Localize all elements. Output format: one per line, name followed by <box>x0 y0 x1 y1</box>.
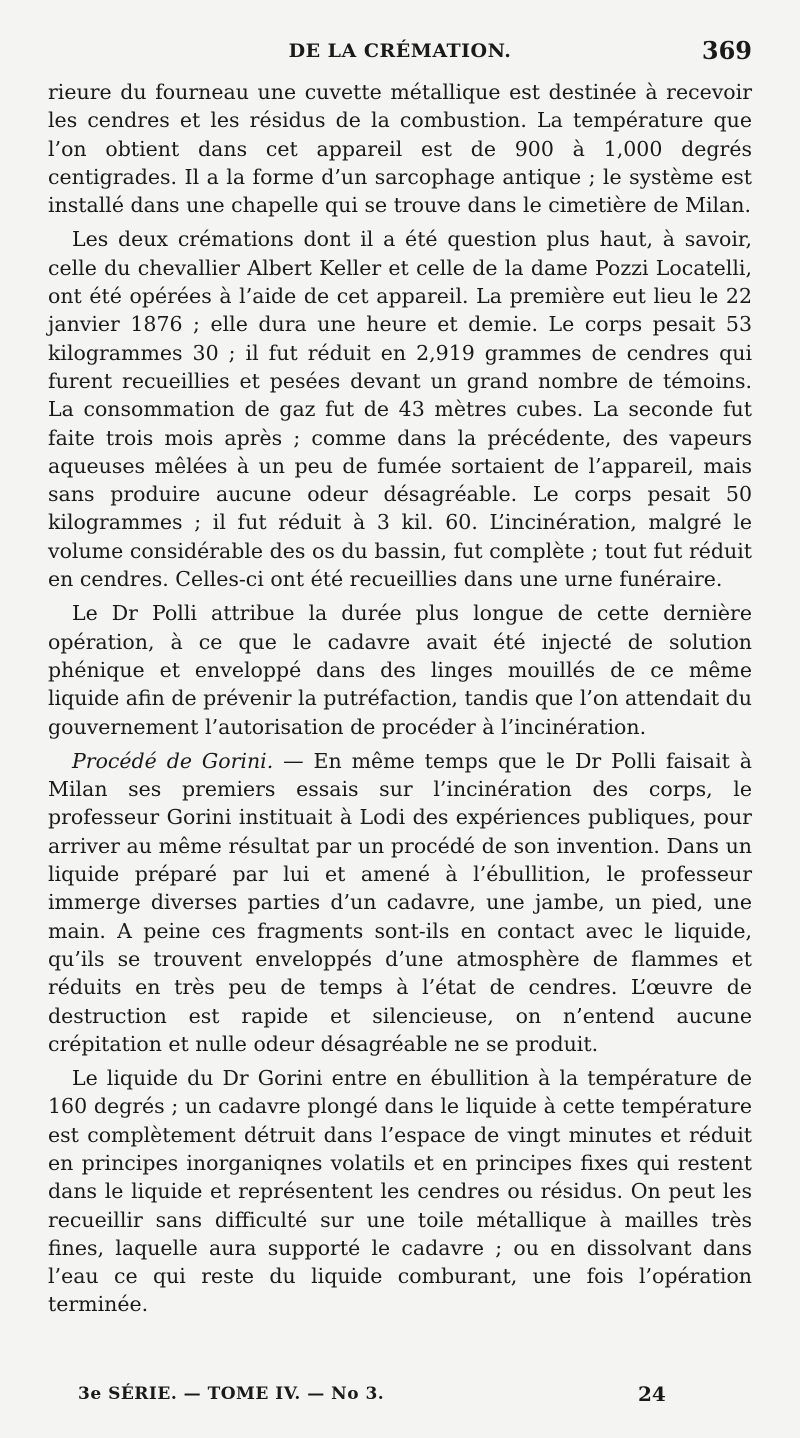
page-header <box>48 36 752 70</box>
paragraph-text: Le Dr Polli attribue la durée plus longue de cette dernière opération, à ce que le cadavre avait été injecté de solution phénique et enveloppé dans des linges mouillés de ce même liquide afin de prévenir la putréfaction, tandis que l’on attendait du gouvernement l’autorisation de procéder à l’incinération. <box>48 601 752 739</box>
section-heading: Procédé de Gorini. <box>72 748 274 773</box>
paragraph <box>48 1064 752 1319</box>
paragraph <box>48 225 752 593</box>
page-footer <box>48 1380 752 1410</box>
paragraph-text: rieure du fourneau une cuvette métallique est destinée à recevoir les cendres et les résidus de la combustion. La température que l’on obtient dans cet appareil est de 900 à 1,000 degrés centigrades. Il a la forme d’un sarcophage antique ; le système est installé dans une chapelle qui se trouve dans le cimetière de Milan. <box>48 80 752 218</box>
running-title: DE LA CRÉMATION. <box>288 40 512 62</box>
sheet-number: 24 <box>638 1382 666 1406</box>
paragraph <box>48 599 752 740</box>
paragraph <box>48 78 752 219</box>
signature-mark: 3e SÉRIE. — TOME IV. — No 3. <box>78 1384 385 1404</box>
body-text <box>48 78 752 1325</box>
paragraph-text: Le liquide du Dr Gorini entre en ébullition à la température de 160 degrés ; un cadavre plongé dans le liquide à cette température est complètement détruit dans l’espace de vingt minutes et réduit en principes inorganiqnes volatils et en principes fixes qui restent dans le liquide et représentent les cendres ou résidus. On peut les recueillir sans difficulté sur une toile métallique à mailles très fines, laquelle aura supporté le cadavre ; ou en dissolvant dans l’eau ce qui reste du liquide comburant, une fois l’opération terminée. <box>48 1066 752 1317</box>
paragraph-text: — En même temps que le Dr Polli faisait à Milan ses premiers essais sur l’incinération des corps, le professeur Gorini instituait à Lodi des expériences publiques, pour arriver au même résultat par un procédé de son invention. Dans un liquide préparé par lui et amené à l’ébullition, le professeur immerge diverses parties d’un cadavre, une jambe, un pied, une main. A peine ces fragments sont-ils en contact avec le liquide, qu’ils se trouvent enveloppés d’une atmosphère de flammes et réduits en très peu de temps à l’état de cendres. L’œuvre de destruction est rapide et silencieuse, on n’entend aucune crépitation et nulle odeur désagréable ne se produit. <box>48 748 752 1056</box>
paragraph <box>48 747 752 1058</box>
page-number: 369 <box>701 36 752 65</box>
paragraph-text: Les deux crémations dont il a été question plus haut, à savoir, celle du chevallier Albert Keller et celle de la dame Pozzi Locatelli, ont été opérées à l’aide de cet appareil. La première eut lieu le 22 janvier 1876 ; elle dura une heure et demie. Le corps pesait 53 kilogrammes 30 ; il fut réduit en 2,919 grammes de cendres qui furent recueillies et pesées devant un grand nombre de témoins. La consommation de gaz fut de 43 mètres cubes. La seconde fut faite trois mois après ; comme dans la précédente, des vapeurs aqueuses mêlées à un peu de fumée sortaient de l’appareil, mais sans produire aucune odeur désagréable. Le corps pesait 50 kilogrammes ; il fut réduit à 3 kil. 60. L’incinération, malgré le volume considérable des os du bassin, fut complète ; tout fut réduit en cendres. Celles-ci ont été recueillies dans une urne funéraire. <box>48 227 752 592</box>
